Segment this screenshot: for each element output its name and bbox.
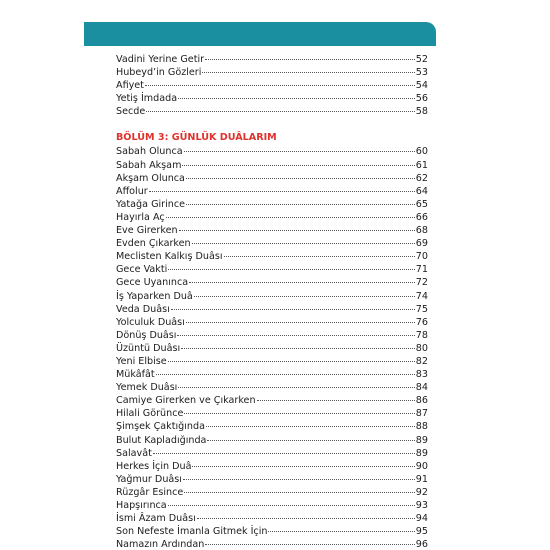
dot-leader: [182, 165, 414, 166]
toc-entry: [116, 316, 428, 329]
toc-entry: [116, 512, 428, 525]
toc-entry-page: 93: [415, 500, 428, 511]
toc-entry-page: 80: [415, 342, 428, 354]
toc-entry-title: Yemek Duâsı: [116, 382, 178, 394]
toc-entry-page: 83: [415, 369, 428, 381]
dot-leader: [224, 256, 415, 257]
toc-list-top: [116, 53, 428, 118]
dot-leader: [168, 269, 415, 270]
toc-entry: [116, 250, 428, 263]
toc-entry: [116, 355, 428, 368]
dot-leader: [178, 98, 415, 99]
toc-entry: [116, 381, 428, 394]
toc-entry-page: 68: [415, 225, 428, 237]
toc-entry-title: Yetiş İmdada: [116, 93, 178, 105]
toc-entry: [116, 499, 428, 512]
toc-entry: [116, 172, 428, 185]
dot-leader: [166, 217, 415, 218]
toc-entry: [116, 276, 428, 289]
toc-entry-title: Secde: [116, 106, 146, 118]
table-of-contents: [116, 53, 428, 550]
dot-leader: [202, 72, 414, 73]
toc-entry-page: 82: [415, 355, 428, 367]
toc-entry-page: 91: [415, 473, 428, 485]
dot-leader: [146, 111, 415, 112]
toc-entry: [116, 329, 428, 342]
dot-leader: [153, 453, 415, 454]
toc-entry-page: 90: [415, 460, 428, 472]
toc-entry: [116, 66, 428, 79]
toc-entry-page: 61: [415, 159, 428, 171]
toc-entry-title: Bulut Kapladığında: [116, 434, 207, 446]
toc-entry-page: 62: [415, 172, 428, 184]
dot-leader: [184, 413, 414, 414]
toc-entry-title: Salavât: [116, 447, 152, 459]
dot-leader: [186, 178, 415, 179]
toc-entry: [116, 525, 428, 538]
toc-entry-title: Hubeyd’in Gözleri: [116, 67, 202, 79]
toc-entry-title: Affolur: [116, 185, 148, 197]
dot-leader: [194, 296, 415, 297]
dot-leader: [186, 322, 415, 323]
toc-entry-page: 88: [415, 421, 428, 433]
dot-leader: [168, 361, 415, 362]
toc-entry: [116, 105, 428, 118]
toc-entry-title: Mükâfât: [116, 369, 155, 381]
toc-entry-page: 58: [415, 106, 428, 118]
toc-entry-title: Şimşek Çaktığında: [116, 421, 205, 433]
toc-entry-title: Evden Çıkarken: [116, 238, 191, 250]
dot-leader: [181, 348, 415, 349]
toc-entry: [116, 538, 428, 550]
toc-entry: [116, 211, 428, 224]
toc-entry-page: 60: [415, 146, 428, 158]
toc-entry-title: Hayırla Aç: [116, 211, 165, 223]
toc-entry-page: 54: [415, 80, 428, 92]
toc-entry-title: Dönüş Duâsı: [116, 329, 177, 341]
toc-entry: [116, 407, 428, 420]
toc-entry-page: 96: [415, 539, 428, 550]
toc-entry-title: Gece Uyanınca: [116, 277, 189, 289]
toc-entry-page: 78: [415, 329, 428, 341]
toc-entry-title: Yağmur Duâsı: [116, 473, 182, 485]
book-page: [84, 22, 436, 550]
toc-entry: [116, 145, 428, 158]
toc-entry-title: Yeni Elbise: [116, 355, 167, 367]
toc-entry-page: 95: [415, 526, 428, 538]
toc-entry-title: Sabah Olunca: [116, 146, 183, 158]
toc-entry: [116, 92, 428, 105]
toc-entry-title: Vadini Yerine Getir: [116, 54, 205, 65]
toc-entry: [116, 237, 428, 250]
toc-entry-title: Hapşırınca: [116, 500, 167, 511]
toc-entry-title: İsmi Âzam Duâsı: [116, 513, 196, 525]
dot-leader: [156, 374, 415, 375]
toc-entry: [116, 420, 428, 433]
toc-entry-page: 64: [415, 185, 428, 197]
dot-leader: [205, 544, 414, 545]
dot-leader: [257, 400, 415, 401]
toc-entry: [116, 460, 428, 473]
toc-entry: [116, 263, 428, 276]
toc-entry-page: 56: [415, 93, 428, 105]
dot-leader: [179, 230, 415, 231]
toc-entry: [116, 79, 428, 92]
dot-leader: [192, 243, 415, 244]
dot-leader: [171, 309, 415, 310]
dot-leader: [207, 440, 414, 441]
dot-leader: [168, 505, 415, 506]
toc-entry-page: 72: [415, 277, 428, 289]
toc-entry-page: 52: [415, 54, 428, 65]
toc-entry: [116, 224, 428, 237]
toc-entry-page: 86: [415, 395, 428, 407]
toc-entry-title: Akşam Olunca: [116, 172, 185, 184]
dot-leader: [268, 531, 414, 532]
dot-leader: [206, 426, 415, 427]
dot-leader: [183, 479, 415, 480]
toc-entry-title: Herkes İçin Duâ: [116, 460, 192, 472]
dot-leader: [184, 151, 415, 152]
toc-entry: [116, 394, 428, 407]
dot-leader: [197, 518, 415, 519]
toc-entry: [116, 303, 428, 316]
toc-entry: [116, 342, 428, 355]
toc-entry: [116, 53, 428, 66]
toc-entry-title: Afiyet: [116, 80, 144, 92]
toc-entry-title: Eve Girerken: [116, 225, 178, 237]
dot-leader: [178, 387, 414, 388]
toc-entry-page: 65: [415, 198, 428, 210]
dot-leader: [189, 282, 415, 283]
toc-entry-title: Hilali Görünce: [116, 408, 184, 420]
toc-entry-page: 66: [415, 211, 428, 223]
toc-entry-page: 70: [415, 251, 428, 263]
dot-leader: [192, 466, 414, 467]
toc-entry-page: 75: [415, 303, 428, 315]
toc-entry-title: Gece Vakti: [116, 264, 168, 276]
toc-entry-page: 89: [415, 434, 428, 446]
toc-entry-title: Yatağa Girince: [116, 198, 186, 210]
toc-entry-page: 87: [415, 408, 428, 420]
toc-entry-title: Yolculuk Duâsı: [116, 316, 185, 328]
toc-entry-page: 71: [415, 264, 428, 276]
toc-entry: [116, 185, 428, 198]
toc-list-section: [116, 145, 428, 550]
toc-entry: [116, 434, 428, 447]
toc-entry: [116, 447, 428, 460]
toc-entry-page: 94: [415, 513, 428, 525]
toc-entry: [116, 486, 428, 499]
toc-entry: [116, 290, 428, 303]
toc-entry-title: Namazın Ardından: [116, 539, 205, 550]
toc-entry-page: 69: [415, 238, 428, 250]
dot-leader: [186, 204, 415, 205]
toc-entry-title: Sabah Akşam: [116, 159, 182, 171]
toc-entry-page: 89: [415, 447, 428, 459]
dot-leader: [205, 59, 415, 60]
toc-entry-title: Rüzgâr Esince: [116, 486, 184, 498]
toc-entry: [116, 198, 428, 211]
toc-entry-page: 92: [415, 486, 428, 498]
toc-entry-title: Üzüntü Duâsı: [116, 342, 181, 354]
toc-entry-title: Veda Duâsı: [116, 303, 170, 315]
dot-leader: [184, 492, 414, 493]
toc-entry-title: Camiye Girerken ve Çıkarken: [116, 395, 256, 407]
section-heading: BÖLÜM 3: GÜNLÜK DUÂLARIM: [116, 132, 277, 144]
toc-entry-page: 53: [415, 67, 428, 79]
header-bar: [84, 22, 436, 46]
dot-leader: [145, 85, 415, 86]
toc-entry-title: İş Yaparken Duâ: [116, 290, 193, 302]
toc-entry: [116, 159, 428, 172]
toc-entry-title: Son Nefeste İmanla Gitmek İçin: [116, 526, 268, 538]
dot-leader: [177, 335, 414, 336]
toc-entry-page: 76: [415, 316, 428, 328]
toc-entry: [116, 473, 428, 486]
toc-entry-title: Meclisten Kalkış Duâsı: [116, 251, 223, 263]
dot-leader: [149, 191, 415, 192]
toc-entry: [116, 368, 428, 381]
toc-entry-page: 74: [415, 290, 428, 302]
toc-entry-page: 84: [415, 382, 428, 394]
